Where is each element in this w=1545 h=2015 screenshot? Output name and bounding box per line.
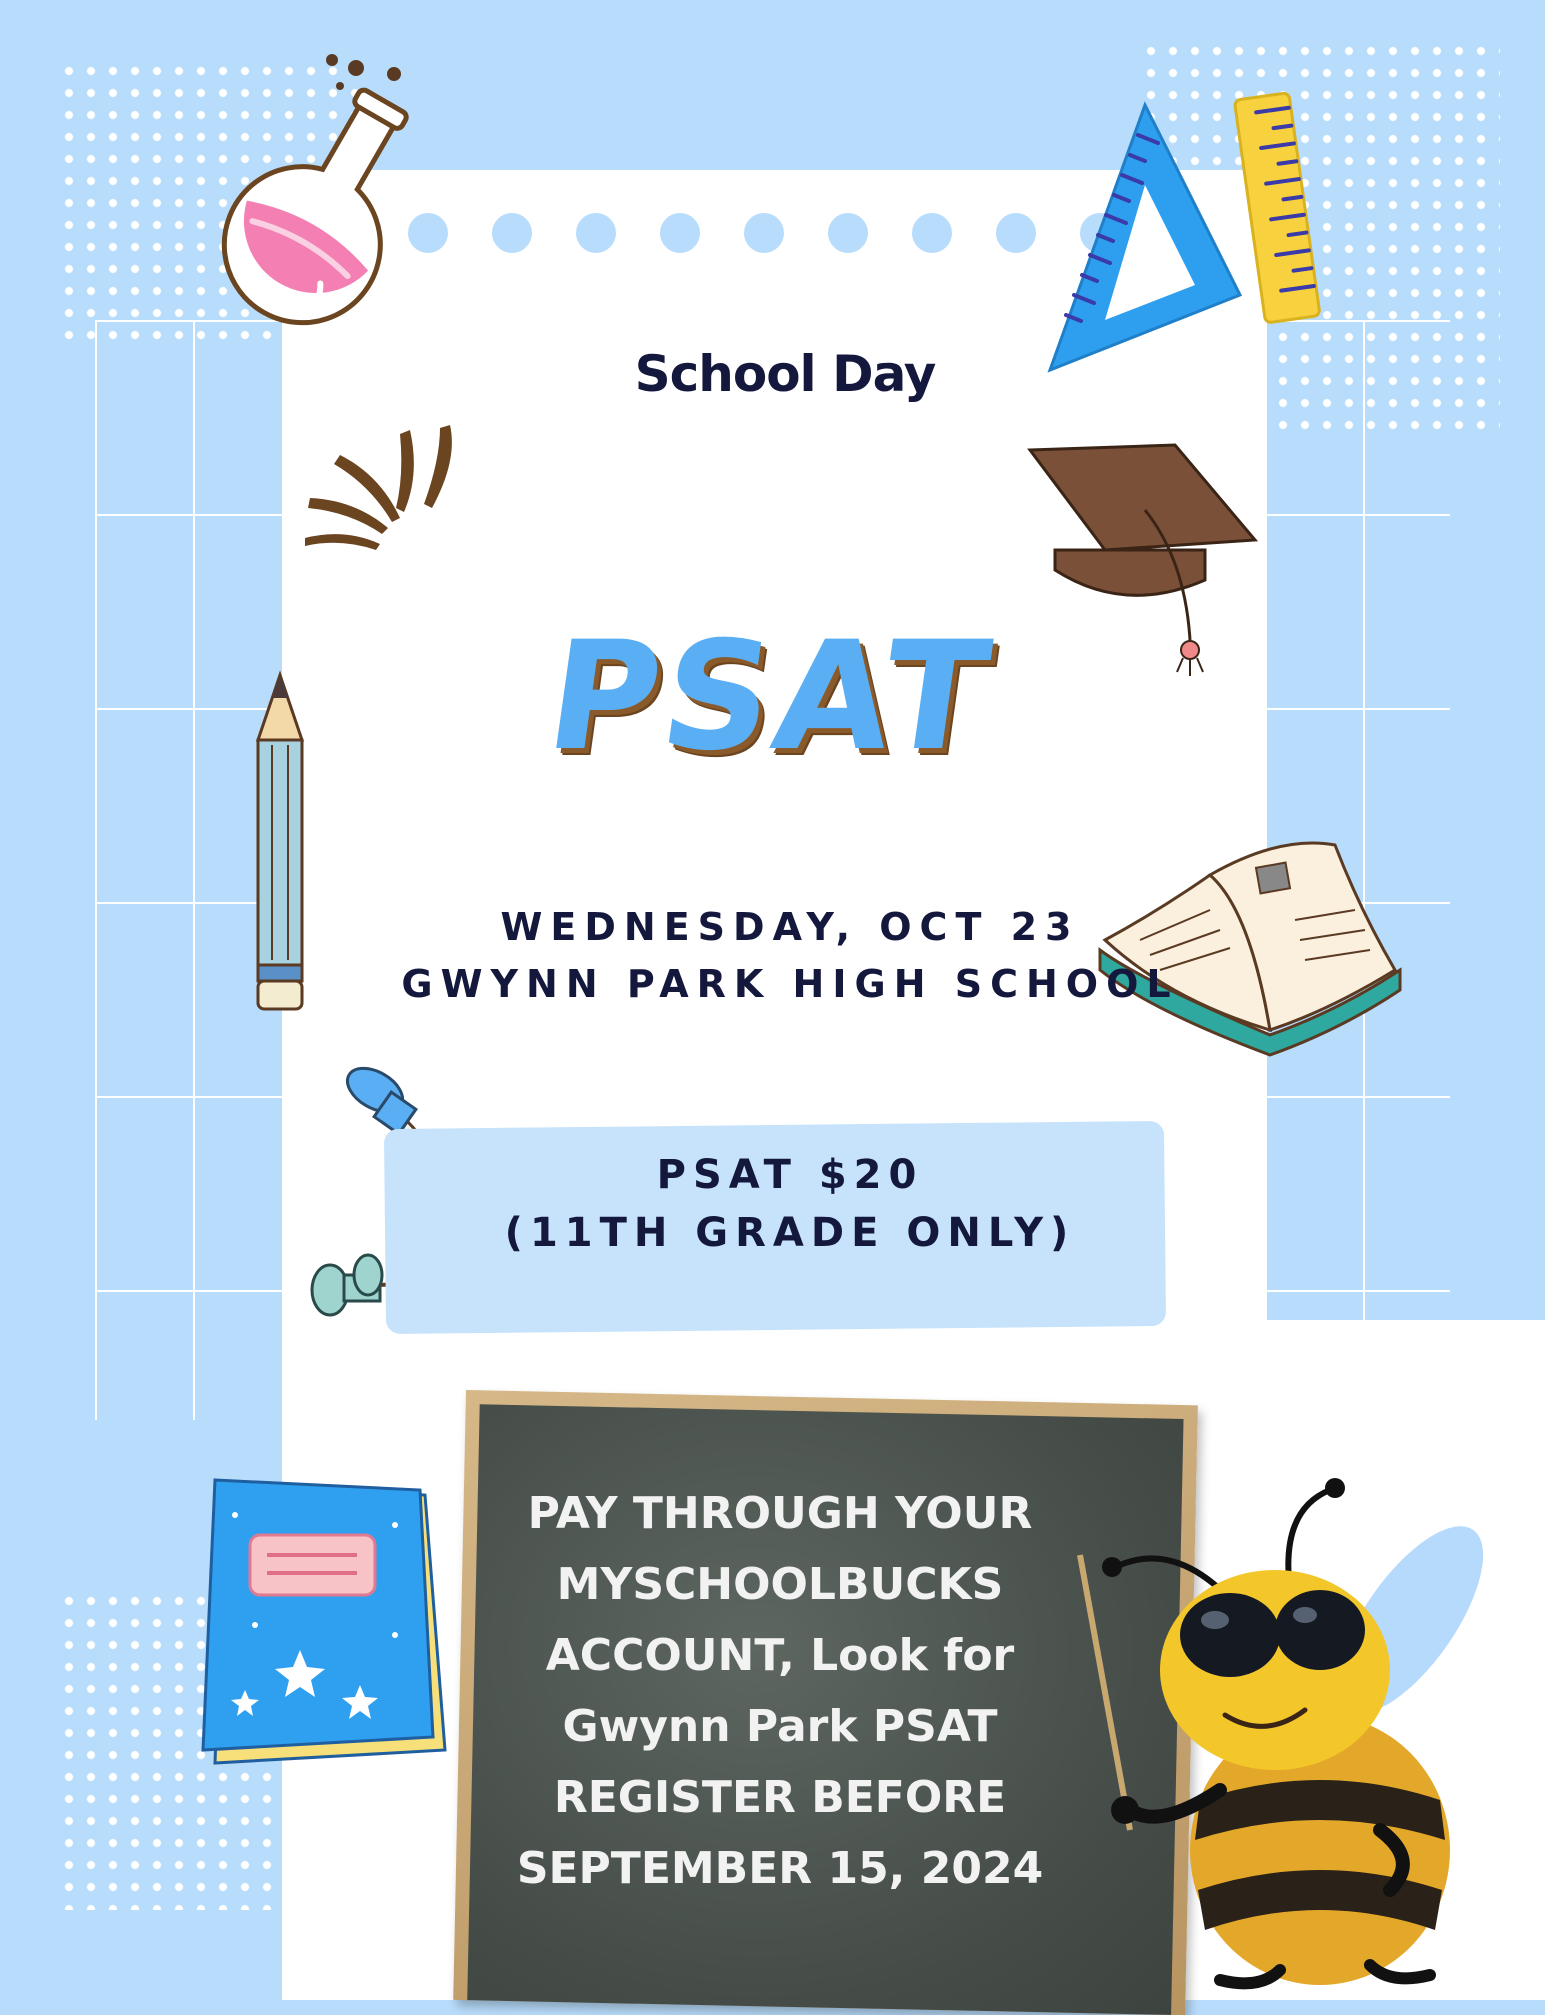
binder-hole xyxy=(576,213,616,253)
price-label: PSAT $20 xyxy=(656,1152,924,1198)
notebook-icon xyxy=(195,1475,455,1775)
chalkboard-line: ACCOUNT, Look for xyxy=(545,1630,1015,1681)
ruler-icon xyxy=(1225,90,1335,330)
grade-restriction: (11TH GRADE ONLY) xyxy=(504,1210,1076,1256)
ruler-triangle-icon xyxy=(1035,95,1255,380)
chalkboard-line: REGISTER BEFORE xyxy=(553,1772,1007,1823)
grid-pattern-right xyxy=(1265,320,1450,1320)
event-location: GWYNN PARK HIGH SCHOOL xyxy=(401,962,1179,1006)
bee-mascot xyxy=(1050,1470,1545,2000)
chalkboard-line: PAY THROUGH YOUR xyxy=(527,1488,1033,1539)
binder-hole xyxy=(996,213,1036,253)
pencil-icon xyxy=(250,670,310,1015)
binder-hole xyxy=(492,213,532,253)
flask-icon xyxy=(190,50,420,360)
chalkboard-line: MYSCHOOLBUCKS xyxy=(556,1559,1004,1610)
binder-hole xyxy=(912,213,952,253)
subtitle: School Day xyxy=(634,345,936,403)
chalkboard-line: SEPTEMBER 15, 2024 xyxy=(516,1843,1044,1894)
binder-hole xyxy=(744,213,784,253)
chalkboard-line: Gwynn Park PSAT xyxy=(562,1701,998,1752)
binder-hole xyxy=(828,213,868,253)
sparkle-lines-icon xyxy=(300,420,460,550)
page-title: PSAT xyxy=(537,610,1003,784)
binder-hole xyxy=(660,213,700,253)
chalkboard-message xyxy=(470,1478,1090,1904)
event-date: WEDNESDAY, OCT 23 xyxy=(500,905,1080,949)
